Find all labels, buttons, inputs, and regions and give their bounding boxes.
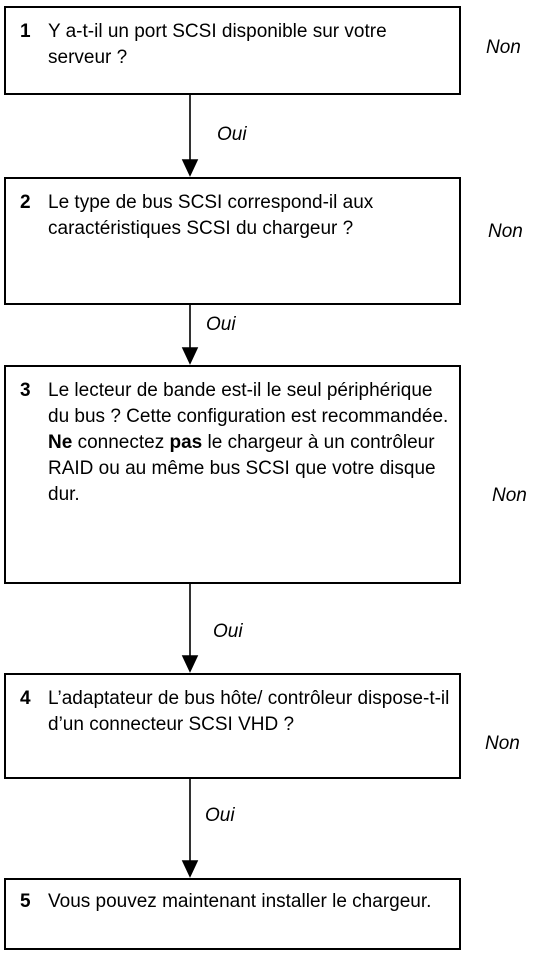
step-number-3: 3 <box>20 380 31 401</box>
no-label-4: Non <box>485 733 520 754</box>
step-3-bold-ne: Ne <box>48 432 73 453</box>
step-box-2 <box>4 177 461 305</box>
step-number-4: 4 <box>20 688 31 709</box>
step-box-3 <box>4 365 461 584</box>
step-question-3 <box>48 378 451 508</box>
step-question-2: Le type de bus SCSI correspond-il aux caractéristiques SCSI du chargeur ? <box>48 192 374 239</box>
step-3-text-a: Le lecteur de bande est-il le seul périphérique du bus ? Cette configuration est recommandée. <box>48 380 449 427</box>
yes-label-3: Oui <box>213 621 243 642</box>
step-3-bold-pas: pas <box>169 432 203 453</box>
yes-label-4: Oui <box>205 805 235 826</box>
step-box-5 <box>4 878 461 950</box>
step-3-text-c: le chargeur à un contrôleur RAID ou au même bus SCSI que votre disque dur. <box>48 432 436 505</box>
step-number-5: 5 <box>20 891 31 912</box>
step-question-4: L’adaptateur de bus hôte/ contrôleur dispose-t-il d’un connecteur SCSI VHD ? <box>48 688 450 735</box>
arrowhead-2-3 <box>183 348 197 363</box>
no-label-2: Non <box>488 221 523 242</box>
step-question-1: Y a-t-il un port SCSI disponible sur votre serveur ? <box>48 21 387 68</box>
step-box-4 <box>4 673 461 779</box>
yes-label-2: Oui <box>206 314 236 335</box>
step-number-1: 1 <box>20 21 31 42</box>
arrowhead-4-5 <box>183 861 197 876</box>
no-label-1: Non <box>486 37 521 58</box>
yes-label-1: Oui <box>217 124 247 145</box>
arrowhead-1-2 <box>183 160 197 175</box>
no-label-3: Non <box>492 485 527 506</box>
step-3-text-b: connectez <box>72 432 170 453</box>
step-number-2: 2 <box>20 192 31 213</box>
step-box-1 <box>4 6 461 95</box>
arrowhead-3-4 <box>183 656 197 671</box>
step-question-5: Vous pouvez maintenant installer le chargeur. <box>48 891 432 912</box>
